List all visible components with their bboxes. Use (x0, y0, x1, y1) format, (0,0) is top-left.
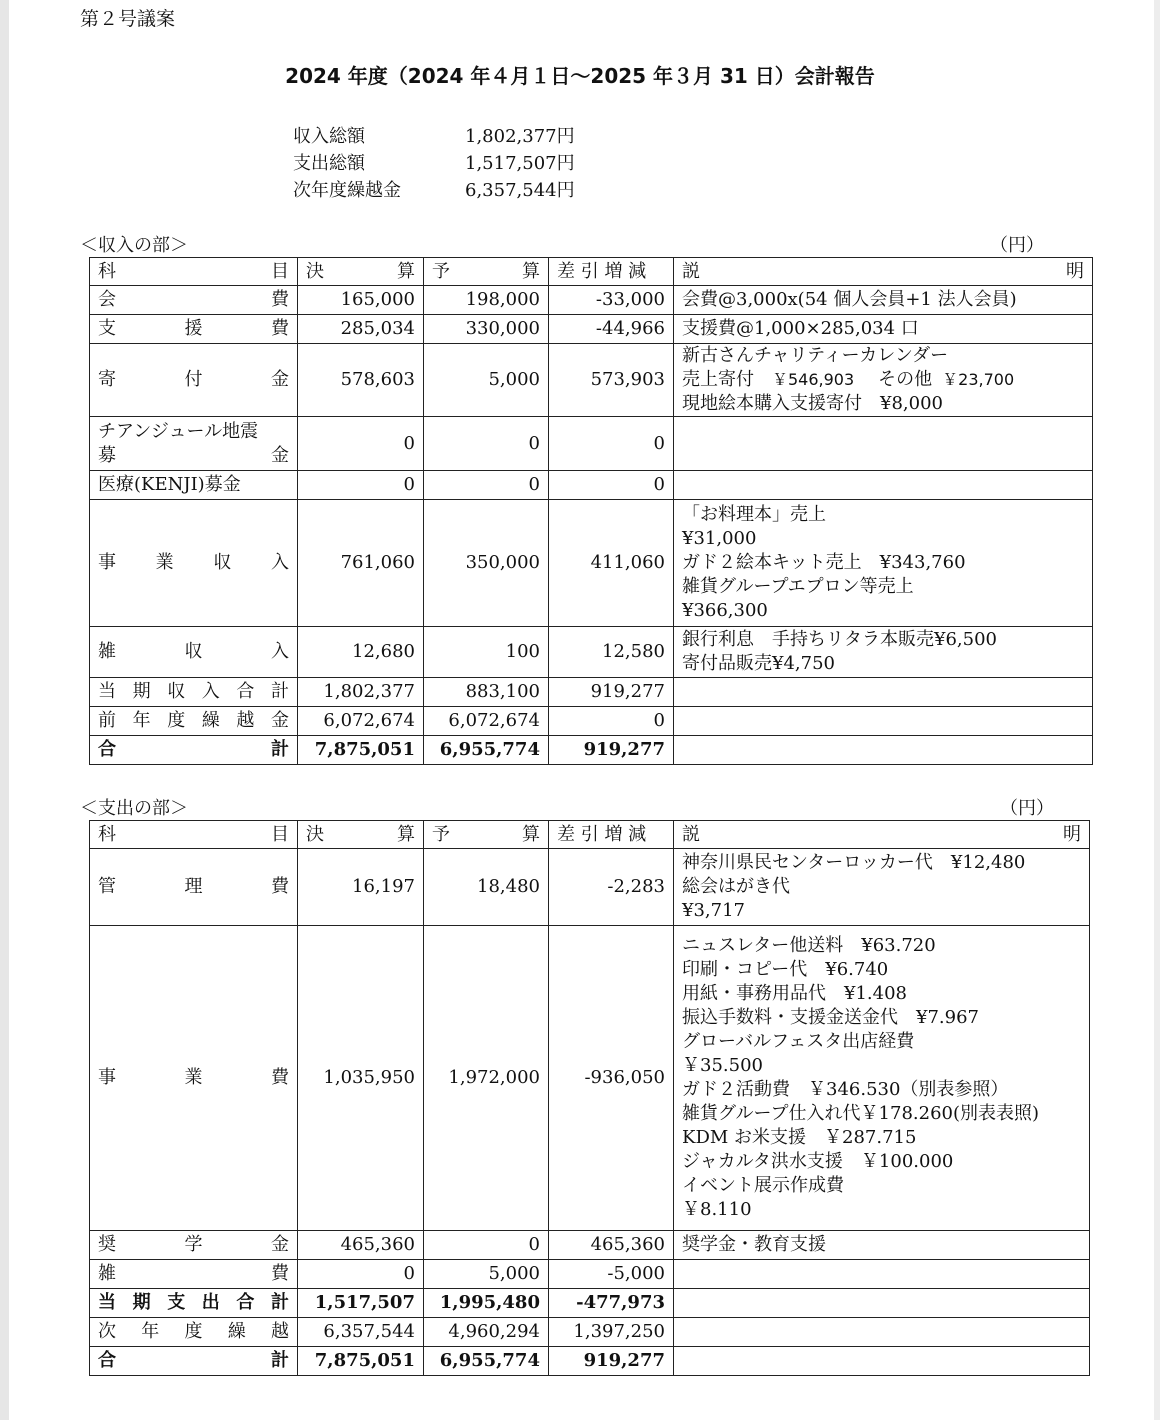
row-actual: 465,360 (298, 1231, 424, 1260)
row-item: 医療(KENJI)募金 (90, 471, 298, 500)
row-budget: 198,000 (424, 286, 549, 315)
header-item: 科 目 (90, 821, 298, 849)
row-diff: 919,277 (549, 736, 674, 765)
header-diff: 差 引 増 減 (549, 821, 674, 849)
row-diff: 0 (549, 471, 674, 500)
row-budget: 350,000 (424, 500, 549, 627)
row-desc: 会費@3,000x(54 個人会員+1 法人会員) (674, 286, 1093, 315)
row-item: 事 業 費 (90, 926, 298, 1231)
row-desc (674, 1318, 1090, 1347)
header-item: 科 目 (90, 258, 298, 286)
agenda-number: 第２号議案 (80, 8, 176, 30)
summary-value: 1,802,377円 (465, 126, 575, 147)
row-actual: 7,875,051 (298, 1347, 424, 1376)
page-right-shadow (1154, 0, 1160, 1420)
row-desc: 新古さんチャリティーカレンダー 売上寄付 ￥546,903 その他 ￥23,700 現地絵本購入支援寄付 ¥8,000 (674, 344, 1093, 417)
income-section-label: ＜収入の部＞ (80, 235, 188, 256)
table-row (90, 627, 1093, 678)
table-row (90, 1318, 1090, 1347)
income-unit-label: （円） (990, 235, 1044, 256)
row-desc (674, 1347, 1090, 1376)
row-budget: 1,972,000 (424, 926, 549, 1231)
row-item: 次 年 度 繰 越 (90, 1318, 298, 1347)
summary-label: 支出総額 (293, 153, 365, 174)
header-budget: 予 算 (424, 258, 549, 286)
row-item: 雑 費 (90, 1260, 298, 1289)
row-item: 支 援 費 (90, 315, 298, 344)
report-title: 2024 年度（2024 年４月１日～2025 年３月 31 日）会計報告 (285, 64, 875, 88)
row-budget: 6,072,674 (424, 707, 549, 736)
header-desc: 説 明 (674, 821, 1090, 849)
row-actual: 6,072,674 (298, 707, 424, 736)
table-row (90, 500, 1093, 627)
row-diff: 411,060 (549, 500, 674, 627)
row-actual: 0 (298, 1260, 424, 1289)
row-budget: 5,000 (424, 344, 549, 417)
income-table (89, 257, 1093, 765)
row-diff: 919,277 (549, 1347, 674, 1376)
row-desc: ニュスレター他送料 ¥63.720 印刷・コピー代 ¥6.740 用紙・事務用品代 ¥1.408 振込手数料・支援金送金代 ¥7.967 グローバルフェスタ出店経費 ￥35.500 ガド２活動費 ￥346.530（別表参照） 雑貨グループ仕入れ代￥178.260(別表表照) KDM お米支援 ￥287.715 ジャカルタ洪水支援 ￥100.000 イベント展示作成費 ￥8.110 (674, 926, 1090, 1231)
row-desc: 支援費@1,000×285,034 口 (674, 315, 1093, 344)
table-row (90, 286, 1093, 315)
row-actual: 6,357,544 (298, 1318, 424, 1347)
row-desc (674, 736, 1093, 765)
header-actual: 決 算 (298, 821, 424, 849)
row-desc: 「お料理本」売上 ¥31,000 ガド２絵本キット売上 ¥343,760 雑貨グループエプロン等売上 ¥366,300 (674, 500, 1093, 627)
row-desc: 奨学金・教育支援 (674, 1231, 1090, 1260)
row-diff: 573,903 (549, 344, 674, 417)
table-row (90, 1260, 1090, 1289)
row-actual: 12,680 (298, 627, 424, 678)
summary-income-total (293, 122, 575, 148)
row-actual: 165,000 (298, 286, 424, 315)
row-item: 会 費 (90, 286, 298, 315)
row-actual: 761,060 (298, 500, 424, 627)
row-item: 雑 収 入 (90, 627, 298, 678)
row-desc: 神奈川県民センターロッカー代 ¥12,480 総会はがき代 ¥3,717 (674, 849, 1090, 926)
row-diff: -477,973 (549, 1289, 674, 1318)
row-diff: 465,360 (549, 1231, 674, 1260)
row-item: 当 期 収 入 合 計 (90, 678, 298, 707)
row-diff: -2,283 (549, 849, 674, 926)
row-diff: -33,000 (549, 286, 674, 315)
row-diff: 919,277 (549, 678, 674, 707)
expense-table (89, 820, 1090, 1376)
table-row (90, 1347, 1090, 1376)
row-budget: 5,000 (424, 1260, 549, 1289)
row-item: 合 計 (90, 1347, 298, 1376)
row-budget: 18,480 (424, 849, 549, 926)
row-actual: 7,875,051 (298, 736, 424, 765)
row-item: チアンジュール地震 募 金 (90, 417, 298, 471)
summary-label: 次年度繰越金 (293, 180, 401, 201)
row-desc (674, 417, 1093, 471)
row-actual: 285,034 (298, 315, 424, 344)
row-budget: 0 (424, 1231, 549, 1260)
table-row (90, 926, 1090, 1231)
row-item: 合 計 (90, 736, 298, 765)
row-item: 事 業 収 入 (90, 500, 298, 627)
header-diff: 差 引 増 減 (549, 258, 674, 286)
page-left-shadow (0, 0, 9, 1420)
row-item: 前 年 度 繰 越 金 (90, 707, 298, 736)
header-actual: 決 算 (298, 258, 424, 286)
summary-carryover (293, 176, 575, 202)
row-budget: 6,955,774 (424, 1347, 549, 1376)
row-diff: -44,966 (549, 315, 674, 344)
row-desc (674, 1289, 1090, 1318)
summary-value: 1,517,507円 (465, 153, 575, 174)
row-diff: -936,050 (549, 926, 674, 1231)
table-row (90, 736, 1093, 765)
row-budget: 100 (424, 627, 549, 678)
row-budget: 330,000 (424, 315, 549, 344)
row-item: 奨 学 金 (90, 1231, 298, 1260)
row-desc (674, 707, 1093, 736)
summary-value: 6,357,544円 (465, 180, 575, 201)
row-actual: 1,035,950 (298, 926, 424, 1231)
row-actual: 1,517,507 (298, 1289, 424, 1318)
table-row (90, 1289, 1090, 1318)
table-row (90, 315, 1093, 344)
row-actual: 16,197 (298, 849, 424, 926)
table-row (90, 849, 1090, 926)
row-diff: -5,000 (549, 1260, 674, 1289)
header-budget: 予 算 (424, 821, 549, 849)
expense-unit-label: （円） (1000, 798, 1054, 819)
row-item: 管 理 費 (90, 849, 298, 926)
table-row (90, 344, 1093, 417)
row-actual: 578,603 (298, 344, 424, 417)
row-desc (674, 1260, 1090, 1289)
row-diff: 0 (549, 417, 674, 471)
row-budget: 6,955,774 (424, 736, 549, 765)
row-desc (674, 678, 1093, 707)
summary-expense-total (293, 149, 575, 175)
row-diff: 0 (549, 707, 674, 736)
row-item: 寄 付 金 (90, 344, 298, 417)
table-row (90, 1231, 1090, 1260)
row-diff: 12,580 (549, 627, 674, 678)
row-budget: 0 (424, 471, 549, 500)
row-budget: 883,100 (424, 678, 549, 707)
table-row (90, 417, 1093, 471)
table-row (90, 707, 1093, 736)
row-actual: 1,802,377 (298, 678, 424, 707)
summary-label: 収入総額 (293, 126, 365, 147)
row-budget: 0 (424, 417, 549, 471)
row-item: 当 期 支 出 合 計 (90, 1289, 298, 1318)
row-desc: 銀行利息 手持ちリタラ本販売¥6,500 寄付品販売¥4,750 (674, 627, 1093, 678)
income-header-row (90, 258, 1093, 286)
row-actual: 0 (298, 471, 424, 500)
header-desc: 説 明 (674, 258, 1093, 286)
row-budget: 4,960,294 (424, 1318, 549, 1347)
row-actual: 0 (298, 417, 424, 471)
row-desc (674, 471, 1093, 500)
row-budget: 1,995,480 (424, 1289, 549, 1318)
expense-header-row (90, 821, 1090, 849)
table-row (90, 678, 1093, 707)
row-diff: 1,397,250 (549, 1318, 674, 1347)
expense-section-label: ＜支出の部＞ (80, 798, 188, 819)
table-row (90, 471, 1093, 500)
